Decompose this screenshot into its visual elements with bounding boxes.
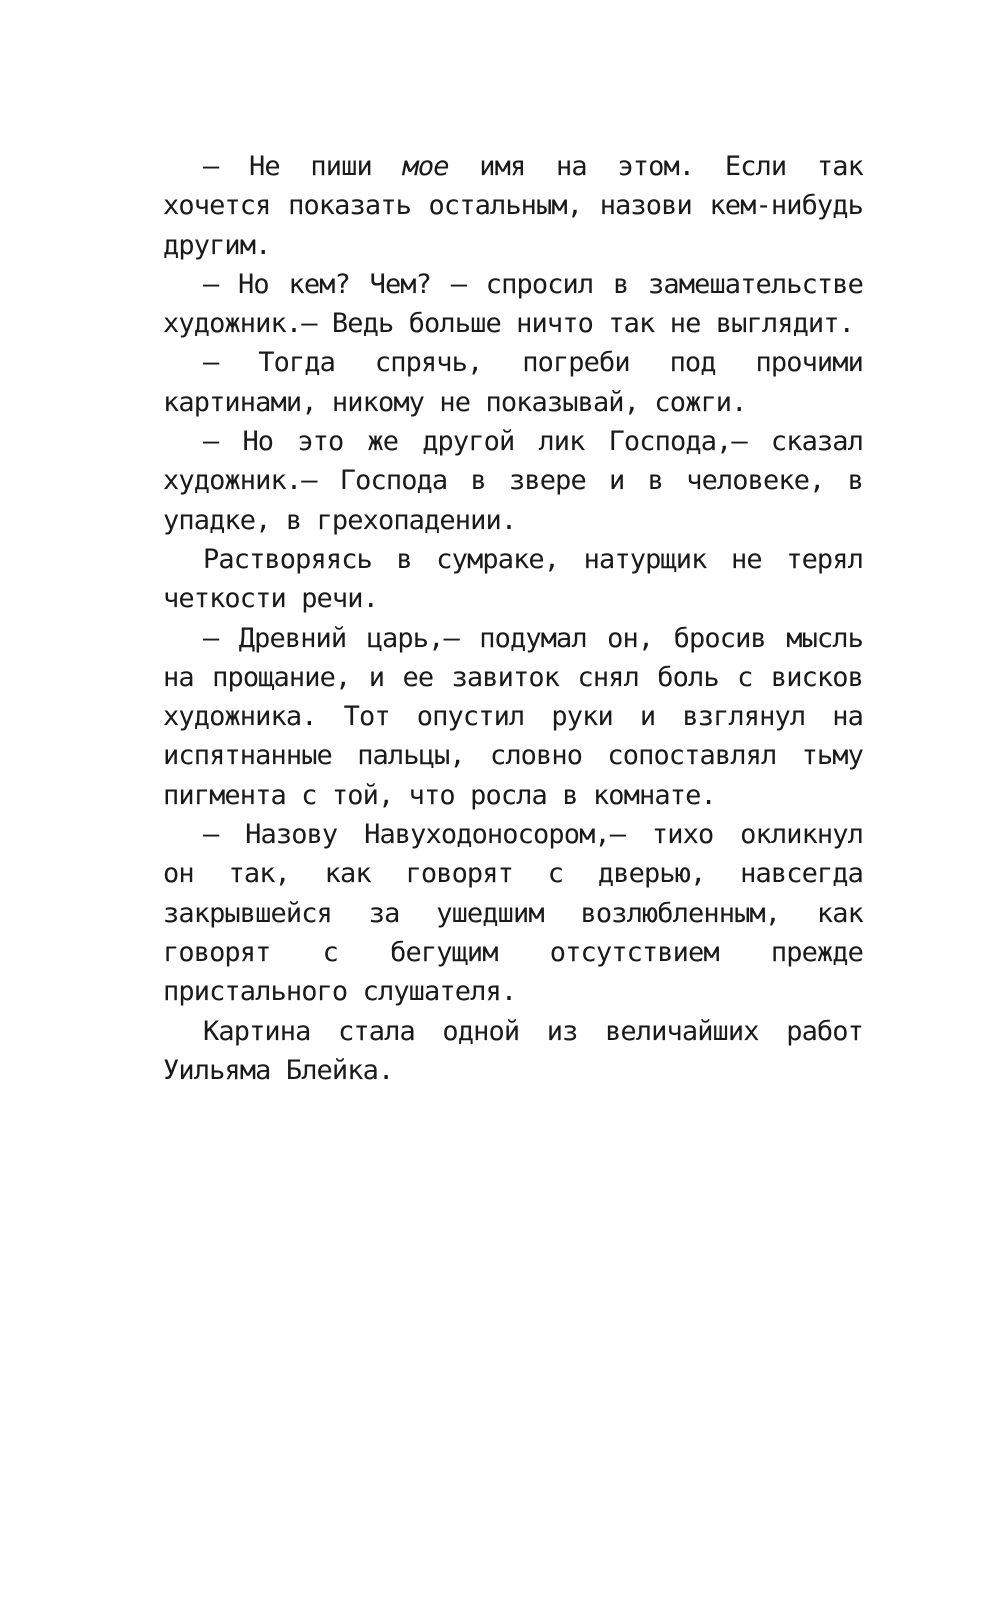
page-text [163, 147, 863, 1090]
paragraph-3: — Тогда спрячь, погреби под прочими картинами, никому не показывай, сожги. [163, 347, 863, 418]
paragraph-4: — Но это же другой лик Господа,— сказал художник.— Господа в звере и в человеке, в упадке, в грехопадении. [163, 426, 863, 536]
paragraph-7: — Назову Навуходоносором,— тихо окликнул он так, как говорят с дверью, навсегда закрывшейся за ушедшим возлюбленным, как говорят с бегущим отсутствием прежде пристального слушателя. [163, 819, 863, 1008]
paragraph-2: — Но кем? Чем? — спросил в замешательстве художник.— Ведь больше ничто так не выглядит. [163, 268, 863, 340]
paragraph-1-end: имя на этом. Если так хочется показать остальным, назови кем-нибудь другим. [163, 151, 863, 261]
paragraph-8: Картина стала одной из величайших работ Уильяма Блейка. [163, 1015, 863, 1086]
paragraph-6: — Древний царь,— подумал он, бросив мысль на прощание, и ее завиток снял боль с висков художника. Тот опустил руки и взглянул на испятнанные пальцы, словно сопоставлял тьму пигмента с той, что росла в комнате. [163, 622, 863, 811]
paragraph-5: Растворяясь в сумраке, натурщик не терял четкости речи. [163, 543, 863, 615]
paragraph-1 [163, 147, 863, 265]
paragraph-1-start: — Не пиши [203, 151, 403, 182]
emphasized-word: мое [402, 151, 449, 182]
